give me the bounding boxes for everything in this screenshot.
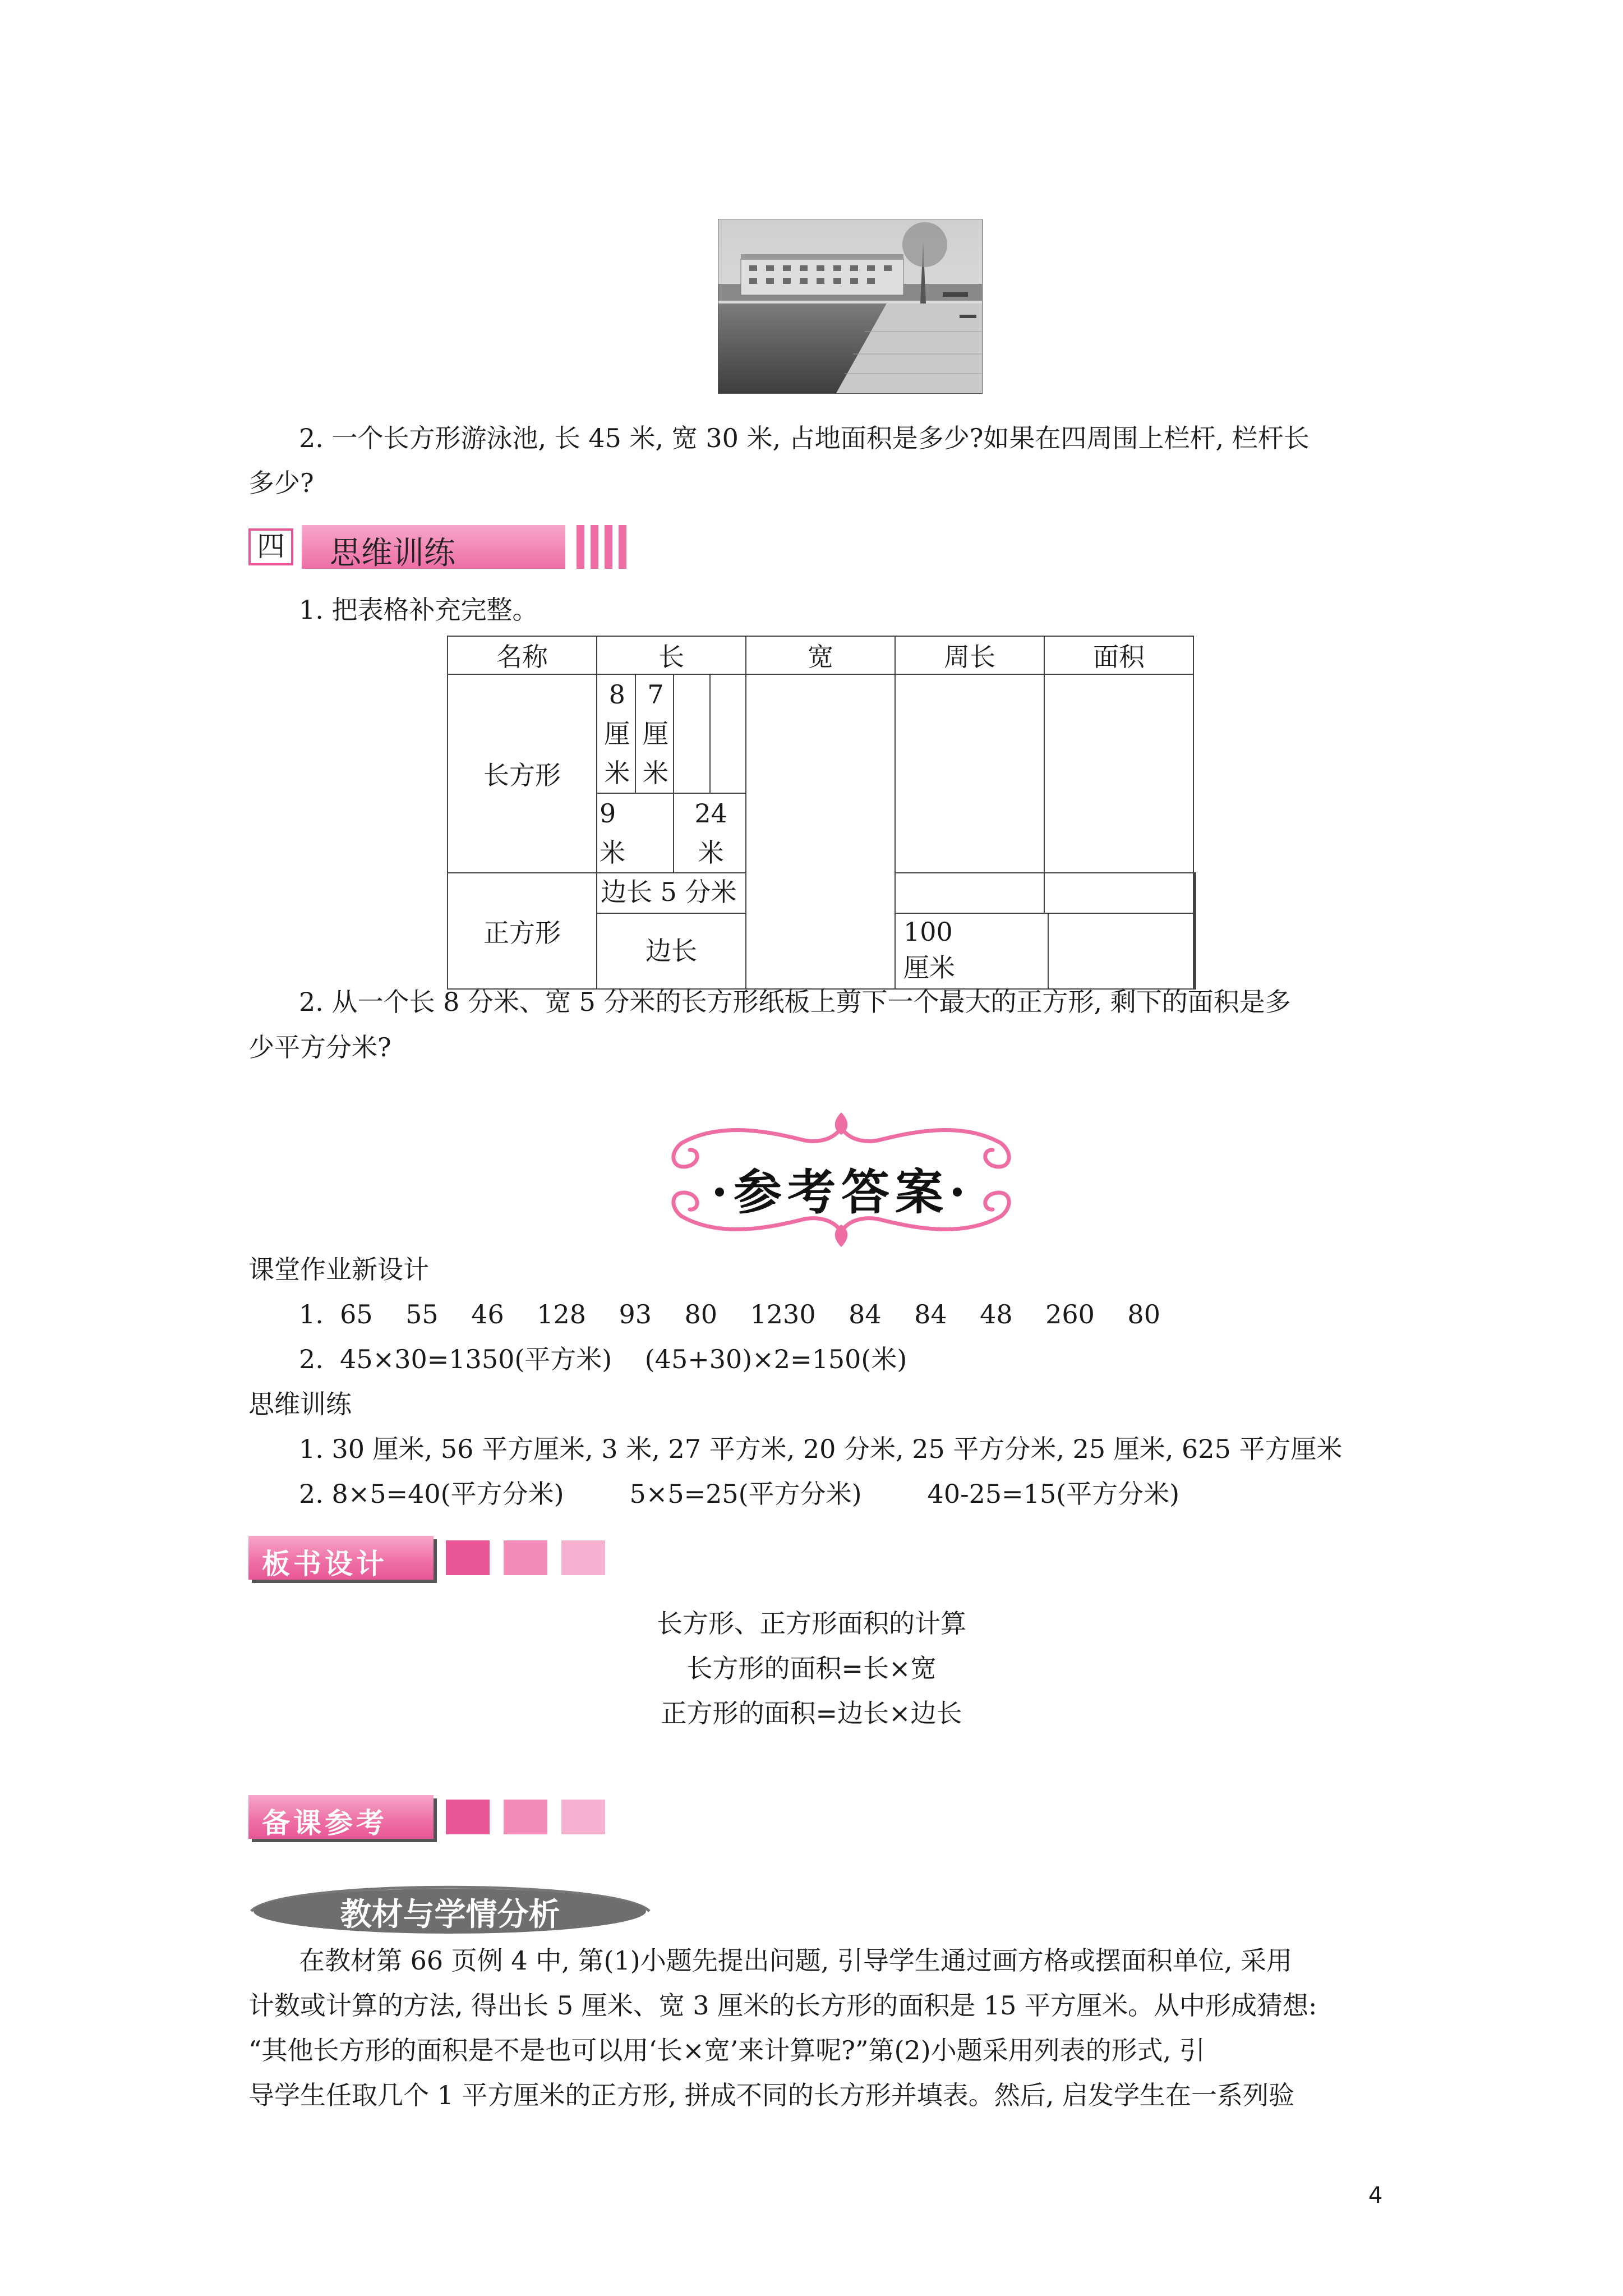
header-perimeter: 周长 xyxy=(895,636,1044,674)
rect2-length-cell xyxy=(635,674,674,793)
width-column-blank xyxy=(746,674,895,989)
square2-side-label: 边长 xyxy=(645,936,697,966)
board-line-3: 正方形的面积=边长×边长 xyxy=(661,1698,962,1728)
section-title-bar xyxy=(302,525,565,572)
square-width-cell xyxy=(895,873,1193,989)
section-label: 备课参考 xyxy=(262,1807,388,1839)
analysis-line-4: 导学生任取几个 1 平方厘米的正方形, 拼成不同的长方形并填表。然后, 启发学生在一系列验 xyxy=(248,2080,1294,2110)
cell-text: 7 xyxy=(647,679,664,710)
answers-thinking-1: 1. 30 厘米, 56 平方厘米, 3 米, 27 平方米, 20 分米, 25 平方分米, 25 厘米, 625 平方厘米 xyxy=(299,1434,1343,1464)
stripe-decoration xyxy=(605,525,612,569)
label-square: 正方形 xyxy=(448,873,597,989)
square1-side: 边长 5 分米 xyxy=(597,873,745,914)
stripe-decoration xyxy=(619,525,626,569)
fill-in-table xyxy=(447,636,1196,990)
blank-cell xyxy=(710,674,746,793)
analysis-line-1: 在教材第 66 页例 4 中, 第(1)小题先提出问题, 引导学生通过画方格或摆面积单位, 采用 xyxy=(299,1945,1293,1976)
analysis-line-3: “其他长方形的面积是不是也可以用‘长×宽’来计算呢?”第(2)小题采用列表的形式, 引 xyxy=(248,2035,1205,2065)
square2-value xyxy=(896,914,1049,988)
cell-text: 米 xyxy=(642,758,668,788)
paper-problem-line-2: 少平方分米? xyxy=(248,1032,391,1062)
answers-classwork-1: 1. 65 55 46 128 93 80 1230 84 84 48 260 80 xyxy=(299,1299,1160,1329)
section-number: 四 xyxy=(248,528,293,565)
board-line-2: 长方形的面积=长×宽 xyxy=(686,1653,937,1683)
perimeter-rect-blank xyxy=(895,674,1044,873)
square-decoration xyxy=(504,1800,547,1834)
swimming-pool-photo xyxy=(718,219,983,394)
answer-banner-ornament xyxy=(659,1110,1023,1250)
blank-cell xyxy=(674,674,709,793)
section-header-siwei xyxy=(248,525,627,572)
area-rect-blank xyxy=(1044,674,1193,873)
analysis-line-2: 计数或计算的方法, 得出长 5 厘米、宽 3 厘米的长方形的面积是 15 平方厘米。从中形成猜想: xyxy=(248,1990,1317,2021)
square-decoration xyxy=(446,1540,490,1575)
square-decoration xyxy=(446,1800,490,1834)
section-title: 思维训练 xyxy=(330,535,455,572)
answers-classwork-title: 课堂作业新设计 xyxy=(248,1254,429,1285)
cell-text: 厘 xyxy=(604,719,630,749)
square-length-cell xyxy=(597,873,746,989)
header-width: 宽 xyxy=(746,636,895,674)
square-decoration xyxy=(561,1800,605,1834)
problem-2-line-1: 2. 一个长方形游泳池, 长 45 米, 宽 30 米, 占地面积是多少?如果在四周围上栏杆, 栏杆长 xyxy=(299,423,1310,453)
answers-thinking-2: 2. 8×5=40(平方分米) 5×5=25(平方分米) 40-25=15(平方分米) xyxy=(299,1479,1180,1509)
cell-text: 米 xyxy=(698,838,724,868)
cell-text: 100 xyxy=(903,917,953,947)
header-area: 面积 xyxy=(1044,636,1193,674)
label-rectangle: 长方形 xyxy=(448,674,597,873)
answers-thinking-title: 思维训练 xyxy=(248,1389,352,1419)
cell-text: 8 xyxy=(608,679,625,710)
analysis-heading-text: 教材与学情分析 xyxy=(340,1897,560,1933)
cell-text: 米 xyxy=(604,758,630,788)
paper-problem-line-1: 2. 从一个长 8 分米、宽 5 分米的长方形纸板上剪下一个最大的正方形, 剩下的面积是多 xyxy=(299,987,1291,1017)
square-decoration xyxy=(504,1540,547,1575)
blank-cell xyxy=(1045,873,1193,913)
answer-banner-title: ·参考答案· xyxy=(711,1164,971,1221)
section-header-board xyxy=(248,1536,607,1580)
stripe-decoration xyxy=(577,525,584,569)
page-number: 4 xyxy=(1368,2183,1383,2208)
header-length: 长 xyxy=(597,636,746,674)
answers-classwork-2: 2. 45×30=1350(平方米) (45+30)×2=150(米) xyxy=(299,1344,907,1374)
cell-text: 厘米 xyxy=(903,953,955,983)
cell-text: 米 xyxy=(600,838,625,868)
header-name: 名称 xyxy=(448,636,597,674)
blank-cell xyxy=(1049,914,1193,988)
rect3-length-cell xyxy=(597,793,674,873)
analysis-heading xyxy=(247,1876,653,1935)
stripe-decoration xyxy=(591,525,598,569)
blank-cell xyxy=(896,873,1045,913)
section-label: 板书设计 xyxy=(262,1548,388,1580)
problem-2-line-2: 多少? xyxy=(248,468,314,498)
table-intro: 1. 把表格补充完整。 xyxy=(299,595,538,625)
cell-text: 24 xyxy=(694,798,727,829)
rect1-length-cell xyxy=(597,674,635,793)
area-square-blank xyxy=(1195,873,1196,989)
cell-text: 厘 xyxy=(642,719,668,749)
cell-text: 9 xyxy=(600,798,616,829)
square-decoration xyxy=(561,1540,605,1575)
section-header-prep xyxy=(248,1795,607,1839)
board-line-1: 长方形、正方形面积的计算 xyxy=(657,1608,966,1639)
rect4-length-cell xyxy=(674,793,746,873)
